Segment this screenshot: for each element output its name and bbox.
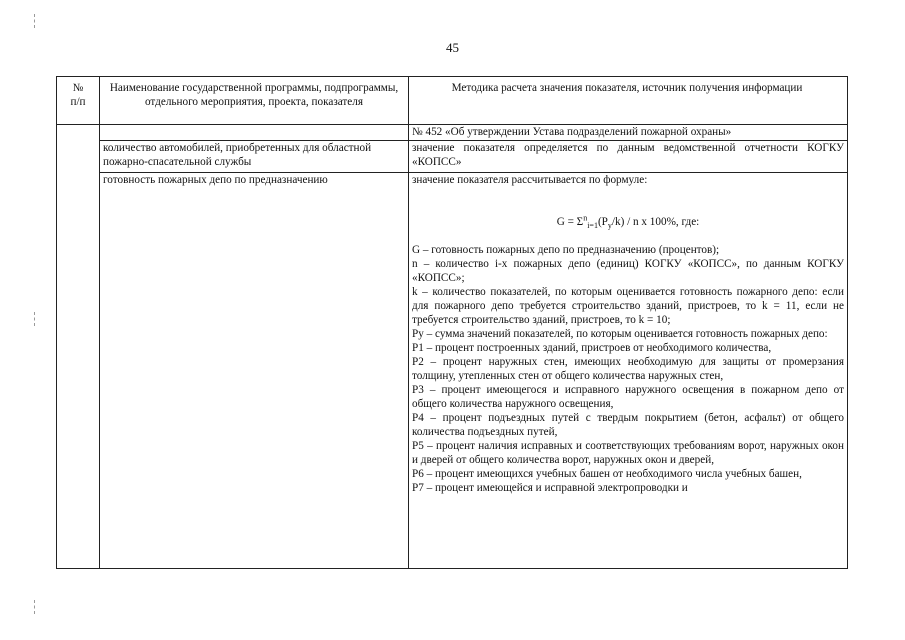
header-number: № п/п <box>70 82 86 108</box>
header-method: Методика расчета значения показателя, источник получения информации <box>451 82 803 94</box>
row-3-name: готовность пожарных депо по предназначению <box>103 174 328 186</box>
definition-item: G – готовность пожарных депо по предназначению (процентов); <box>412 244 720 256</box>
row-1-method: № 452 «Об утверждении Устава подразделений пожарной охраны» <box>412 126 732 138</box>
definition-item: n – количество i-х пожарных депо (единиц) КОГКУ «КОПСС», по данным КОГКУ «КОПСС»; <box>412 258 844 284</box>
margin-mark <box>34 312 36 326</box>
margin-mark <box>34 14 36 28</box>
header-name: Наименование государственной программы, подпрограммы, отдельного мероприятия, проекта, показателя <box>109 82 399 108</box>
page-number: 45 <box>446 40 459 55</box>
definition-item: P1 – процент построенных зданий, пристроев от необходимого количества, <box>412 342 772 354</box>
column-divider <box>408 77 409 568</box>
definitions-list <box>412 243 844 495</box>
definition-item: Pу – сумма значений показателей, по которым оценивается готовность пожарных депо: <box>412 328 828 340</box>
formula: $G = \Sigma^n_{i=1}(P_y/k) / n$ x 100%, где: <box>556 213 700 231</box>
column-divider <box>99 77 100 568</box>
definition-item: P5 – процент наличия исправных и соответствующих требованиям ворот, наружных окон и дверей от общего количества ворот, наружных окон и дверей, <box>412 440 844 466</box>
formula-intro: значение показателя рассчитывается по формуле: <box>412 174 648 186</box>
definition-item: P6 – процент имеющихся учебных башен от необходимого числа учебных башен, <box>412 468 802 480</box>
row-3-method <box>412 173 844 495</box>
row-2-name: количество автомобилей, приобретенных для областной пожарно-спасательной службы <box>103 142 372 168</box>
definition-item: P7 – процент имеющейся и исправной электропроводки и <box>412 482 688 494</box>
definition-item: P2 – процент наружных стен, имеющих необходимую для защиты от промерзания толщину, утепленных стен от общего количества наружных стен, <box>412 356 844 382</box>
definition-item: P4 – процент подъездных путей с твердым покрытием (бетон, асфальт) от общего количества подъездных путей, <box>412 412 844 438</box>
definition-item: P3 – процент имеющегося и исправного наружного освещения в пожарном депо от общего количества наружного освещения, <box>412 384 844 410</box>
margin-mark <box>34 600 36 614</box>
methodology-table <box>56 76 848 569</box>
definition-item: k – количество показателей, по которым оценивается готовность пожарного депо: если для пожарного депо требуется строительство зданий, пристроев, то k = 11, если не требуется строительство зданий, пристроев, то k = 10; <box>412 286 844 326</box>
row-2-method: значение показателя определяется по данным ведомственной отчетности КОГКУ «КОПСС» <box>412 142 844 168</box>
